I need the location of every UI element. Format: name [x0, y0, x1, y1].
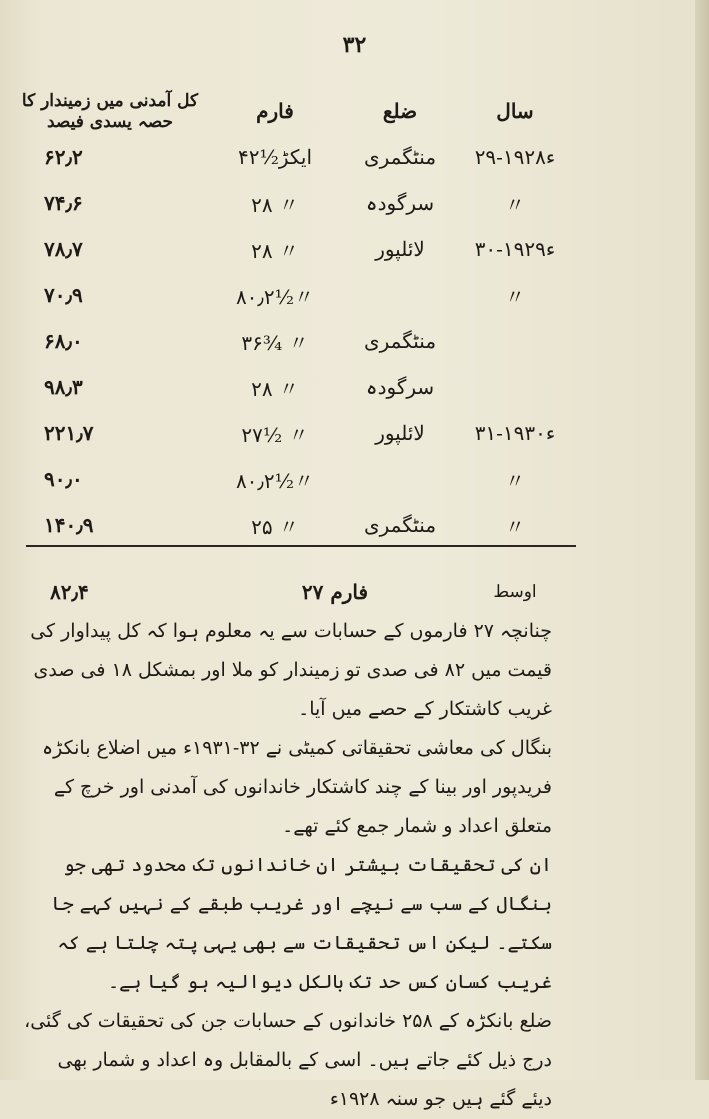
cell-share: ۶۲٫۲	[44, 145, 83, 169]
average-value: ۸۲٫۴	[50, 580, 89, 604]
cell-share: ۹۰٫۰	[44, 467, 83, 491]
header-year: سال	[496, 99, 534, 123]
cell-farm: ۲۸ 〃	[251, 192, 299, 217]
cell-share: ۱۴۰٫۹	[44, 513, 94, 537]
cell-district: منٹگمری	[363, 513, 437, 537]
average-row	[10, 572, 570, 612]
table-row	[10, 410, 570, 456]
paragraph: ان کی تحقیقات بیشتر ان خاندانوں تک محدود تھی جو بنگال کے سب سے نیچے اور غریب طبقے کے نہیں کہے جا سکتے۔ لیکن اس تحقیقات سے بھی یہی پتہ چلتا ہے کہ غریب کسان کس حد تک بالکل دیوالیہ ہو گیا ہے۔	[51, 854, 552, 993]
table-row	[10, 134, 570, 180]
cell-share: ۲۲۱٫۷	[44, 421, 94, 445]
cell-district: لائلپور	[375, 237, 425, 261]
cell-farm: ۸۰٫۲½〃	[235, 284, 315, 309]
body-text	[24, 612, 584, 1119]
table-divider	[26, 545, 576, 547]
cell-year: 〃	[505, 468, 525, 493]
cell-share: ۷۰٫۹	[44, 283, 83, 307]
cell-farm: ۲۸ 〃	[251, 238, 299, 263]
cell-district: لائلپور	[375, 421, 425, 445]
cell-farm: ۳۶¾ 〃	[241, 330, 309, 355]
cell-district: منٹگمری	[363, 329, 437, 353]
table-row	[10, 456, 570, 502]
table-header-row	[10, 88, 570, 134]
cell-year: ۳۱-۱۹۳۰ء	[474, 421, 556, 445]
cell-year: ۳۰-۱۹۲۹ء	[474, 237, 556, 261]
table-row	[10, 180, 570, 226]
cell-year: 〃	[505, 514, 525, 539]
cell-share: ۹۸٫۳	[44, 375, 83, 399]
table-row	[10, 318, 570, 364]
cell-share: ۷۸٫۷	[44, 237, 83, 261]
cell-share: ۷۴٫۶	[44, 191, 83, 215]
cell-farm: ۲۵ 〃	[251, 514, 299, 539]
cell-year: 〃	[505, 192, 525, 217]
page-number: ۳۲	[342, 32, 367, 58]
average-farms: ۲۷ فارم	[301, 580, 369, 604]
cell-farm: ۲۷½ 〃	[241, 422, 309, 447]
cell-year: 〃	[505, 284, 525, 309]
cell-year: ۲۹-۱۹۲۸ء	[474, 145, 556, 169]
cell-share: ۶۸٫۰	[44, 329, 83, 353]
paragraph: چنانچہ ۲۷ فارموں کے حسابات سے یہ معلوم ہوا کہ کل پیداوار کی قیمت میں ۸۲ فی صدی تو زمیندار کو ملا اور بمشکل ۱۸ فی صدی غریب کاشتکار کے حصے میں آیا۔	[30, 620, 552, 720]
cell-district: سرگودہ	[365, 191, 435, 215]
paragraph: بنگال کی معاشی تحقیقاتی کمیٹی نے ۳۲-۱۹۳۱ء میں اضلاع بانکڑہ فریدپور اور بینا کے چند کاشتکار خاندانوں کی آمدنی اور خرچ کے متعلق اعداد و شمار جمع کئے تھے۔	[42, 737, 552, 837]
paragraph: ضلع بانکڑہ کے ۲۵۸ خاندانوں کے حسابات جن کی تحقیقات کی گئی، درج ذیل کئے جاتے ہیں۔ اسی کے بالمقابل وہ اعداد و شمار بھی دیئے گئے ہیں جو سنہ ۱۹۲۸ء	[24, 1010, 552, 1110]
table-row	[10, 502, 570, 548]
header-share: کل آمدنی میں زمیندار کا حصہ یسدی فیصد	[21, 90, 199, 132]
cell-farm: ۸۰٫۲½〃	[235, 468, 315, 493]
book-spine-edge	[695, 0, 709, 1080]
cell-farm: ۲۸ 〃	[251, 376, 299, 401]
cell-district: منٹگمری	[363, 145, 437, 169]
statistics-table	[10, 88, 570, 548]
table-row	[10, 226, 570, 272]
table-row	[10, 364, 570, 410]
cell-district: سرگودہ	[365, 375, 435, 399]
header-district: ضلع	[382, 99, 418, 123]
cell-farm: ۴۲½ایکڑ	[237, 145, 313, 169]
table-row	[10, 272, 570, 318]
average-label: اوسط	[493, 582, 537, 602]
header-farm: فارم	[256, 99, 294, 123]
